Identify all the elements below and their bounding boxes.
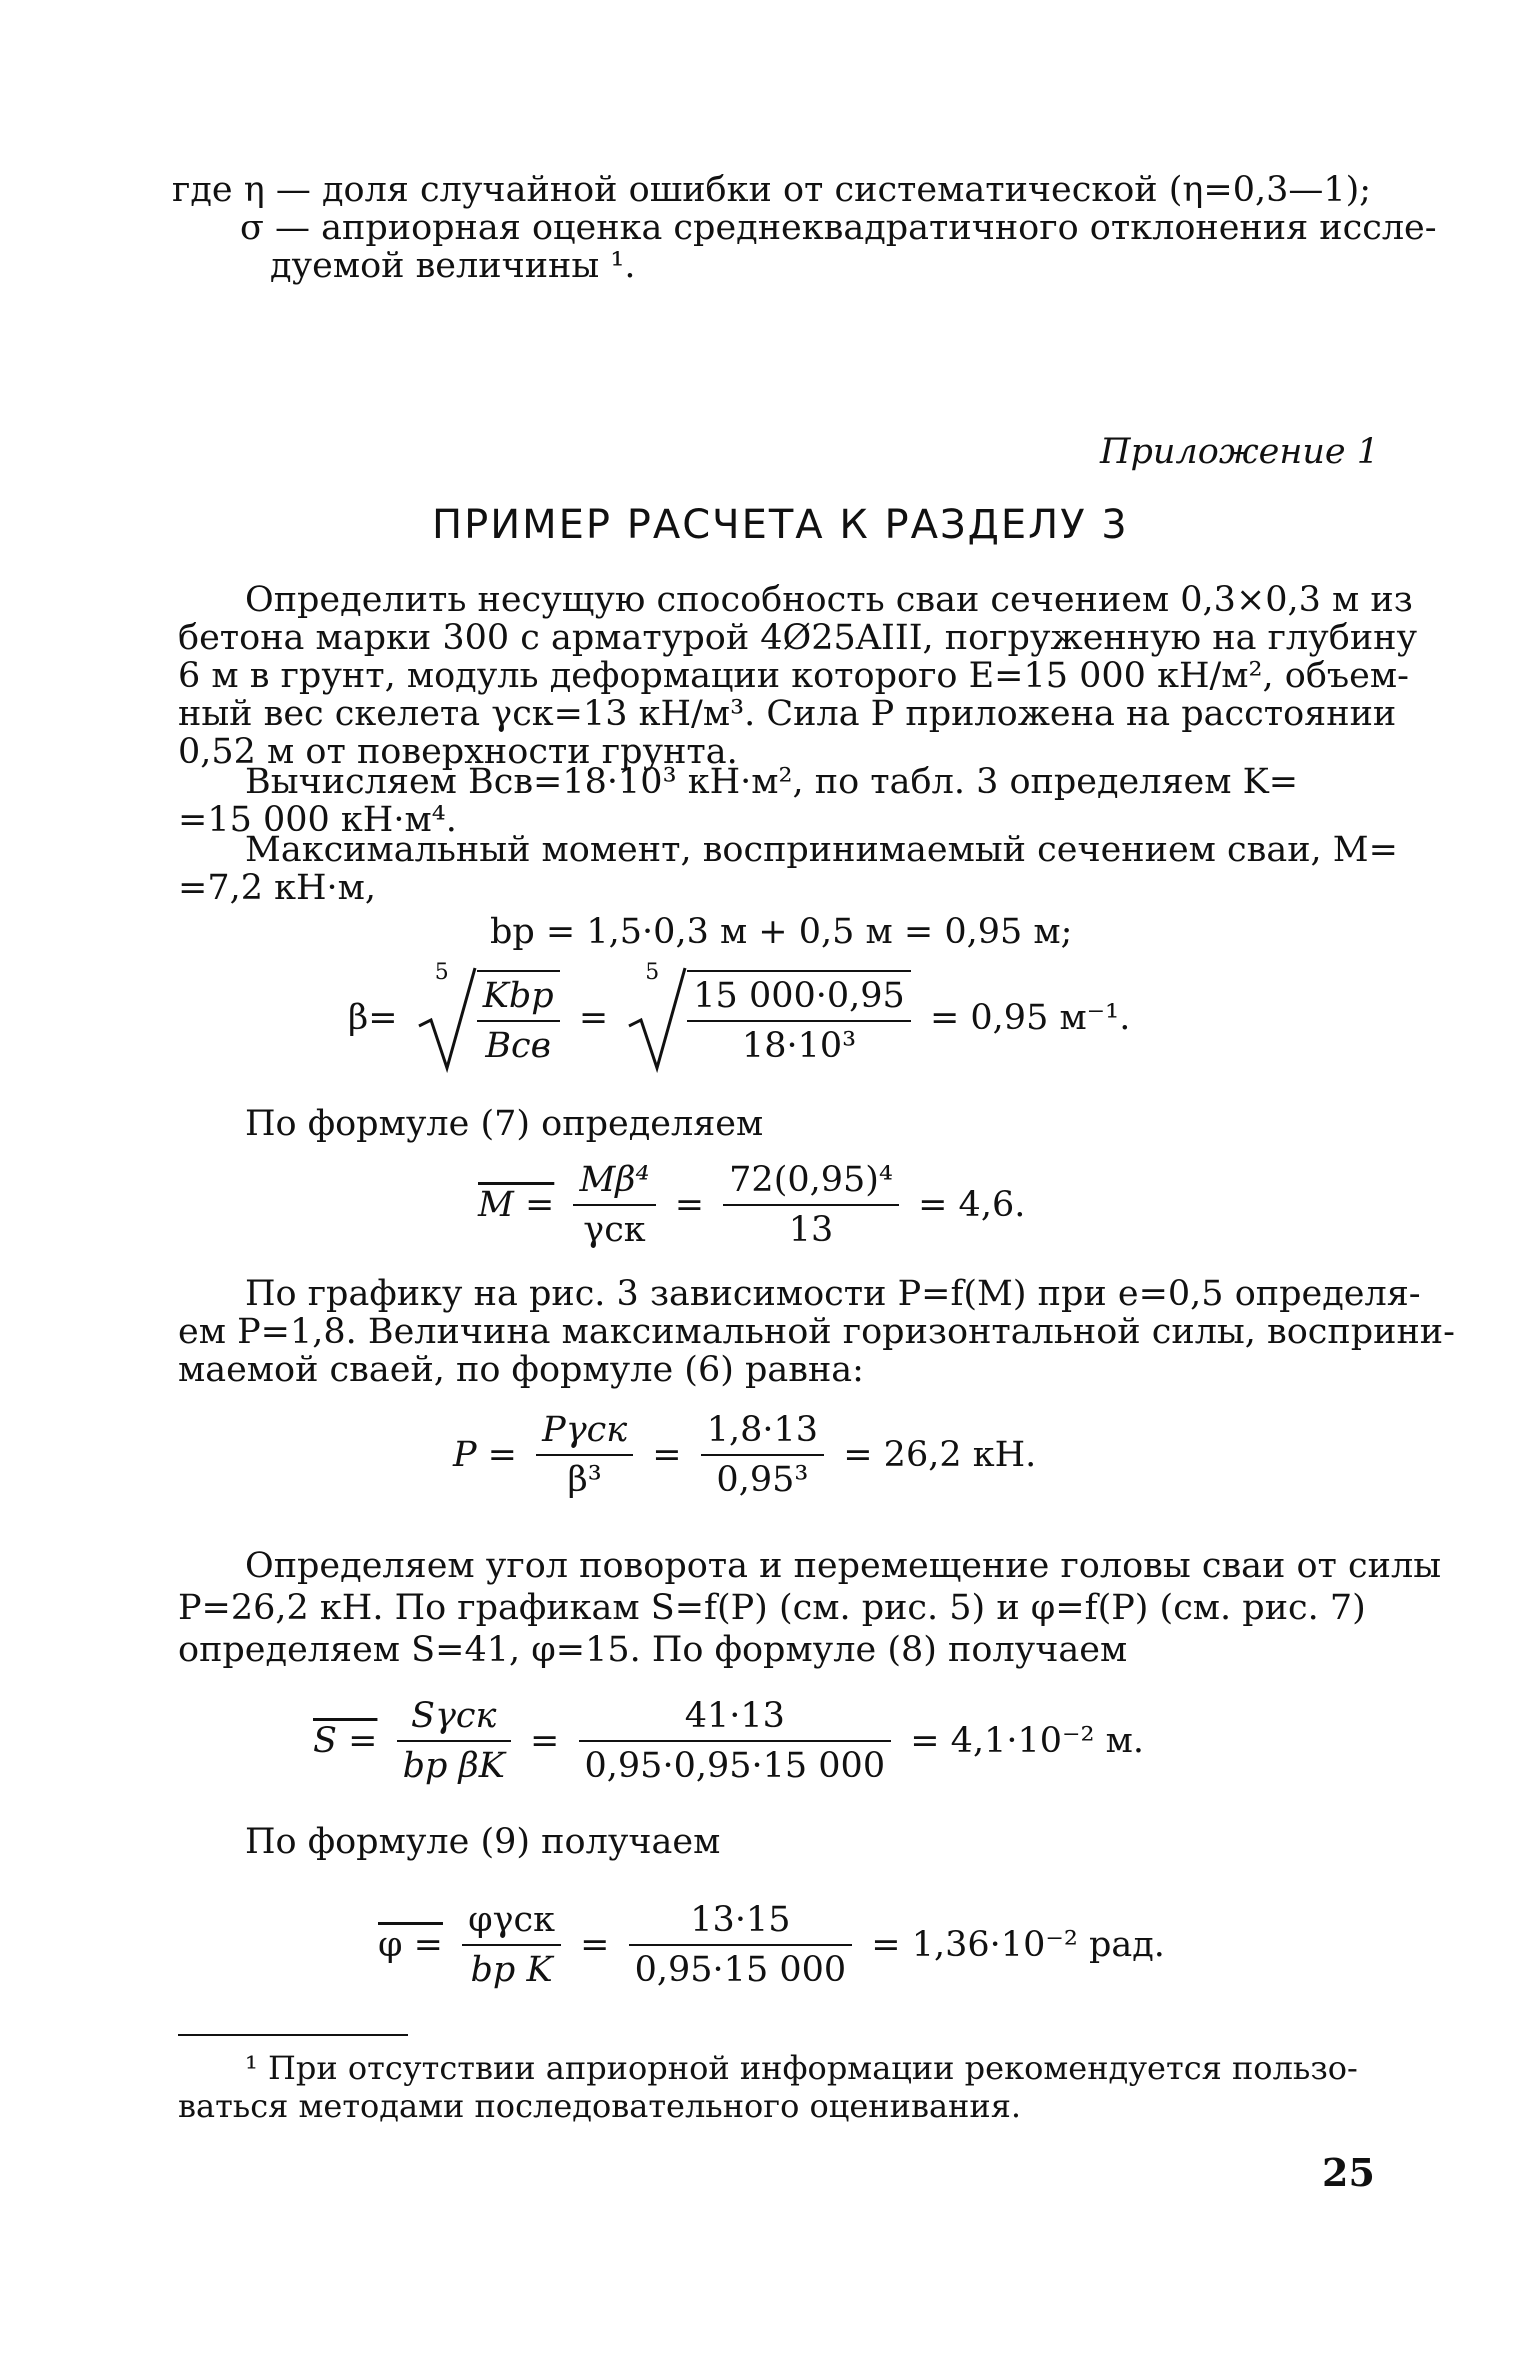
para1-line1: Определить несущую способность сваи сечением 0,3×0,3 м из	[245, 580, 1413, 620]
M-num-1: Mβ⁴	[573, 1160, 655, 1206]
para5-line3: определяем S=41, φ=15. По формуле (8) получаем	[178, 1630, 1128, 1670]
S-den-2: 0,95·0,95·15 000	[584, 1746, 886, 1786]
phi-frac-2	[629, 1900, 853, 1990]
beta-lhs: β=	[348, 998, 398, 1038]
beta-frac-2	[687, 970, 911, 1066]
formula-bp: bр = 1,5·0,3 м + 0,5 м = 0,95 м;	[490, 912, 1073, 952]
M-frac-1	[573, 1160, 655, 1250]
footnote-line2: ваться методами последовательного оценивания.	[178, 2087, 1022, 2125]
P-frac-1	[536, 1410, 633, 1500]
formula-M: M = $\frac{\text{Mβ⁴}}{\text{γск}}$ = $\frac{\text{72(0,95)⁴}}{13}$ = 4,6.	[470, 1160, 1033, 1250]
para3-line1: Максимальный момент, воспринимаемый сечением сваи, M=	[245, 830, 1398, 870]
beta-num-1: Kbр	[477, 976, 560, 1022]
note-eta: где η — доля случайной ошибки от систематической (η=0,3—1);	[172, 170, 1372, 210]
beta-den-1: Bсв	[485, 1026, 552, 1066]
phi-result: = 1,36·10⁻² рад.	[871, 1925, 1165, 1965]
M-lhs: M =	[478, 1185, 555, 1225]
beta-num-2: 15 000·0,95	[687, 976, 911, 1022]
P-num-2: 1,8·13	[701, 1410, 824, 1456]
S-num-2: 41·13	[579, 1696, 892, 1742]
P-frac-2	[701, 1410, 824, 1500]
note-sigma: σ — априорная оценка среднеквадратичного отклонения иссле-	[240, 208, 1437, 248]
M-frac-2	[723, 1160, 899, 1250]
phi-den-2: 0,95·15 000	[634, 1950, 847, 1990]
formula-phi: φ = $\frac{\text{φγск}}{\text{bр K}}$ = $\frac{13\cdot 15}{0,95\cdot 15 000}$ = 1,36·10⁻² рад.	[370, 1900, 1173, 1990]
by-formula-9: По формуле (9) получаем	[245, 1822, 721, 1862]
phi-frac-1	[462, 1900, 561, 1990]
para4-line2: ем P=1,8. Величина максимальной горизонтальной силы, восприни-	[178, 1312, 1455, 1352]
para5-line1: Определяем угол поворота и перемещение головы сваи от силы	[245, 1546, 1442, 1586]
phi-num-1: φγск	[462, 1900, 561, 1946]
note-sigma-cont: дуемой величины ¹.	[270, 246, 636, 286]
by-formula-7: По формуле (7) определяем	[245, 1104, 764, 1144]
para1-line5: 0,52 м от поверхности грунта.	[178, 732, 738, 772]
para3-line2: =7,2 кН·м,	[178, 868, 376, 908]
para1-line3: 6 м в грунт, модуль деформации которого E=15 000 кН/м², объем-	[178, 656, 1409, 696]
formula-P: P = $\frac{\text{Pγск}}{\text{β³}}$ = $\frac{1,8\cdot 13}{\text{0,95³}}$ = 26,2 кН.	[445, 1410, 1044, 1500]
formula-S: S = $\frac{\text{Sγск}}{\text{bр βK}}$ = $\frac{41\cdot 13}{0,95\cdot 0,95\cdot 15 000}$ = 4,1·10⁻² м.	[305, 1696, 1152, 1786]
P-den-2: 0,95³	[716, 1460, 809, 1500]
M-den-2: 13	[788, 1210, 834, 1250]
root-index-1: 5	[434, 960, 449, 985]
S-lhs: S =	[313, 1721, 378, 1761]
section-title: ПРИМЕР РАСЧЕТА К РАЗДЕЛУ 3	[432, 502, 1129, 548]
beta-frac-1	[477, 970, 560, 1066]
P-num-1: Pγск	[536, 1410, 633, 1456]
page-number: 25	[1322, 2150, 1375, 2195]
M-den-1: γск	[583, 1210, 646, 1250]
para1-line2: бетона марки 300 с арматурой 4Ø25AIII, погруженную на глубину	[178, 618, 1418, 658]
M-num-2: 72(0,95)⁴	[723, 1160, 899, 1206]
para2-line2: =15 000 кН·м⁴.	[178, 800, 457, 840]
para4-line3: маемой сваей, по формуле (6) равна:	[178, 1350, 864, 1390]
phi-den-1: bр K	[470, 1950, 553, 1990]
S-num-1: Sγск	[397, 1696, 511, 1742]
S-frac-2	[579, 1696, 892, 1786]
para4-line1: По графику на рис. 3 зависимости P=f(M) при e=0,5 определя-	[245, 1274, 1421, 1314]
S-result: = 4,1·10⁻² м.	[910, 1721, 1144, 1761]
root-index-2: 5	[645, 960, 660, 985]
appendix-label: Приложение 1	[1100, 432, 1380, 472]
phi-num-2: 13·15	[629, 1900, 853, 1946]
S-den-1: bр βK	[402, 1746, 505, 1786]
beta-result: = 0,95 м⁻¹.	[929, 998, 1131, 1038]
S-frac-1	[397, 1696, 511, 1786]
para5-line2: P=26,2 кН. По графикам S=f(P) (см. рис. 5) и φ=f(P) (см. рис. 7)	[178, 1588, 1366, 1628]
para2-line1: Вычисляем Bсв=18·10³ кН·м², по табл. 3 определяем K=	[245, 762, 1299, 802]
phi-lhs: φ =	[378, 1925, 443, 1965]
footnote-rule	[178, 2034, 408, 2036]
beta-den-2: 18·10³	[741, 1026, 857, 1066]
formula-beta: β= 5 $\frac{\text{Kbр}}{\text{Bсв}}$ = 5 $\frac{15 000\cdot 0,95}{\text{18·10³}}$ = 0,95 м⁻¹.	[340, 970, 1138, 1066]
P-lhs: P =	[453, 1435, 518, 1475]
para1-line4: ный вес скелета γск=13 кН/м³. Сила P приложена на расстоянии	[178, 694, 1397, 734]
root-sign-2	[627, 960, 911, 1066]
P-result: = 26,2 кН.	[843, 1435, 1037, 1475]
P-den-1: β³	[567, 1460, 602, 1500]
M-result: = 4,6.	[918, 1185, 1026, 1225]
root-sign-1	[417, 960, 560, 1066]
footnote-line1: ¹ При отсутствии априорной информации рекомендуется пользо-	[245, 2049, 1358, 2087]
